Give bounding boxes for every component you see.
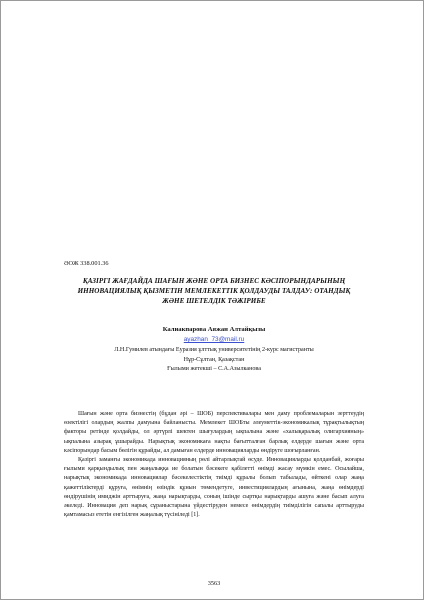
affiliation xyxy=(64,346,364,375)
affiliation-line: Ғылыми жетекші – С.А.Азылканова xyxy=(167,366,261,372)
page-number: 3563 xyxy=(207,580,221,587)
paper-page xyxy=(64,0,364,600)
udc-code: ӘОЖ 338.001.36 xyxy=(64,260,109,267)
title-line: ИННОВАЦИЯЛЫҚ ҚЫЗМЕТІН МЕМЛЕКЕТТІК ҚОЛДАУДЫ ТАЛДАУ: ОТАНДЫҚ xyxy=(77,287,351,295)
title-line: ЖӘНЕ ШЕТЕЛДІК ТӘЖІРИБЕ xyxy=(162,297,266,305)
paragraph: Қазіргі заманғы экономикада инновацияның рөлі айтарлықтай өсуде. Инновацияларды қолданбай, жоғары ғылыми қарқындылық пен жаңалыққа ие болатын бәсекеге қабілетті өнімді жасау мүмкін емес. Осылайша, нарықтық экономикада инновациялар бәсекелестіктің тиімді құралы болып табылады, өйткені олар жаңа қажеттіліктерді құруға, өнімнің өзіндік құнын төмендетуге, инвестициялардың ағынына, жаңа өнімдерді өндірушінің имиджін арттыруға, жаңа нарықтарды, соның ішінде сыртқы нарықтарды ашуға және басып алуға әкеледі. Инновация деп нарық сұраныстарына үйдестіруден немесе өнімдердің тиімділігін сапалы арттыруды қамтамасыз ететін енгізілген жаңалық түсініледі [1]. xyxy=(64,457,364,519)
body-text xyxy=(64,410,364,520)
affiliation-line: Нұр-Сұлтан, Қазақстан xyxy=(183,356,245,363)
author-name: Калиакпарова Аяжан Алтайқызы xyxy=(162,326,266,333)
title-line: ҚАЗІРГІ ЖАҒДАЙДА ШАҒЫН ЖӘНЕ ОРТА БИЗНЕС КӘСІПОРЫНДАРЫНЫҢ xyxy=(82,277,346,285)
affiliation-line: Л.Н.Гумилев атындағы Еуразия ұлттық университетінің 2-курс магистранты xyxy=(114,347,314,353)
paragraph: Шағын және орта бизнестің (бұдан әрі – ШОБ) перспективалары мен даму проблемаларын зерттеудің өзектілігі олардың жалпы дамуына байланысты. Мемлекет ШОБты әлеуметтік-экономикалық тұрақтылықтың факторы ретінде қолдайды, ол әртүрлі шектен шығулардың ықпалына және «халықаралық олигархияның» ықпалына азырақ ұшырайды. Нарықтық экономикаға нақты бағытталған барлық елдерде шағын және орта кәсіпорындар басым бөлігін құрайды, ал дамыған елдерде инновацияларды өндіруге шоғырланған. xyxy=(64,411,364,454)
author-email-link[interactable]: ayazhan_73@mail.ru xyxy=(183,336,245,343)
paper-title xyxy=(70,276,358,306)
